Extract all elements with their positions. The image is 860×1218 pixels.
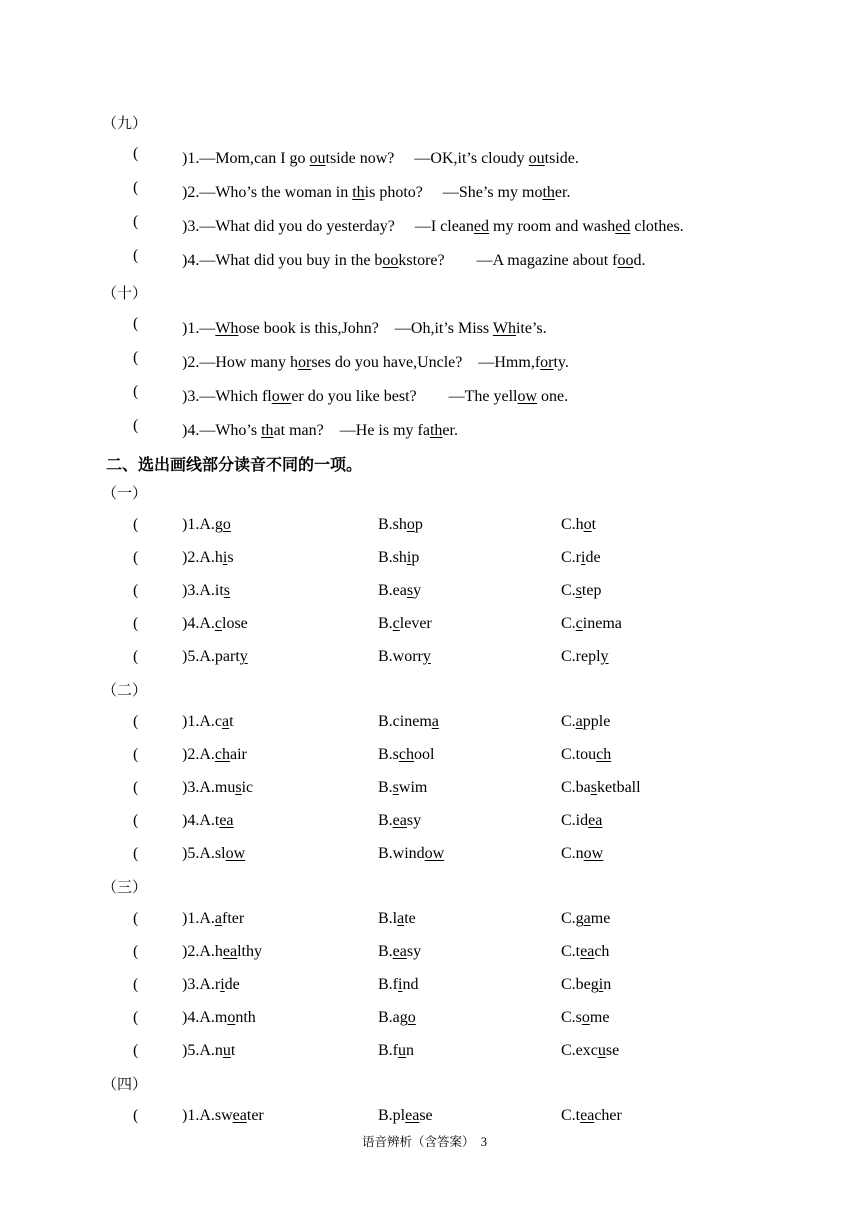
underlined-part: ow: [271, 388, 292, 405]
underlined-part: a: [431, 713, 439, 730]
option-text: C.t: [561, 943, 581, 960]
option-b: [378, 1009, 416, 1027]
underlined-part: i: [598, 976, 604, 993]
option-a: [182, 582, 230, 600]
option-text: C.ba: [561, 779, 591, 796]
option-text: )2.A.: [182, 746, 215, 763]
option-text: de: [224, 976, 240, 993]
option-text: tep: [581, 582, 602, 599]
answer-blank[interactable]: (: [133, 713, 139, 730]
question-text: my room and wash: [489, 218, 616, 235]
underlined-part: oo: [382, 252, 399, 269]
question-text: kstore? —A magazine about f: [398, 252, 618, 269]
option-b: [378, 845, 444, 863]
option-text: B.s: [378, 746, 399, 763]
question-text: clothes.: [630, 218, 684, 235]
option-text: )1.A.c: [182, 713, 222, 730]
option-text: lose: [222, 615, 248, 632]
underlined-part: ou: [309, 150, 326, 167]
option-a: [182, 648, 248, 666]
underlined-part: s: [590, 779, 598, 796]
question-text: )1.—: [182, 320, 216, 337]
option-c: [561, 615, 622, 633]
answer-blank[interactable]: (: [133, 315, 139, 332]
option-c: [561, 845, 603, 863]
question-text: tside.: [544, 150, 579, 167]
underlined-part: i: [222, 549, 228, 566]
option-text: me: [590, 910, 611, 927]
option-text: C.n: [561, 845, 584, 862]
answer-blank[interactable]: (: [133, 648, 139, 665]
option-text: y: [413, 582, 422, 599]
underlined-part: ea: [588, 812, 603, 829]
underlined-part: u: [597, 1042, 606, 1059]
underlined-part: ow: [583, 845, 604, 862]
underlined-part: i: [220, 976, 225, 993]
underlined-part: s: [223, 582, 231, 599]
underlined-part: ea: [580, 943, 595, 960]
option-text: pple: [582, 713, 611, 730]
option-c: [561, 976, 611, 994]
option-a: [182, 746, 247, 764]
option-c: [561, 713, 610, 731]
option-text: C.beg: [561, 976, 599, 993]
page-footer: 语音辨析（含答案） 3: [362, 1135, 488, 1149]
answer-blank[interactable]: (: [133, 349, 139, 366]
option-text: me: [589, 1009, 610, 1026]
underlined-part: a: [397, 910, 405, 927]
question-text: one.: [537, 388, 569, 405]
underlined-part: oo: [617, 252, 634, 269]
answer-blank[interactable]: (: [133, 213, 139, 230]
question-text: er.: [554, 184, 571, 201]
answer-blank[interactable]: (: [133, 582, 139, 599]
underlined-part: a: [214, 910, 222, 927]
option-text: t: [230, 1042, 236, 1059]
option-b: [378, 648, 431, 666]
option-c: [561, 1009, 609, 1027]
option-text: )3.A.r: [182, 976, 221, 993]
option-text: C.s: [561, 1009, 582, 1026]
underlined-part: ea: [232, 1107, 247, 1124]
option-b: [378, 1042, 414, 1060]
option-text: )1.A.sw: [182, 1107, 233, 1124]
option-text: B.worr: [378, 648, 423, 665]
option-text: cher: [594, 1107, 622, 1124]
option-a: [182, 549, 234, 567]
underlined-part: th: [352, 184, 365, 201]
underlined-part: ow: [225, 845, 246, 862]
answer-blank[interactable]: (: [133, 615, 139, 632]
part-title: 二、选出画线部分读音不同的一项。: [106, 455, 363, 474]
answer-blank[interactable]: (: [133, 179, 139, 196]
option-a: [182, 516, 231, 534]
option-c: [561, 648, 609, 666]
option-text: s: [227, 549, 234, 566]
option-c: [561, 812, 602, 830]
option-text: )2.A.h: [182, 943, 223, 960]
option-text: n: [406, 1042, 414, 1059]
underlined-part: ea: [392, 943, 407, 960]
underlined-part: Wh: [492, 320, 516, 337]
option-text: n: [603, 976, 612, 993]
underlined-part: i: [398, 976, 403, 993]
question-text: ose book is this,John? —Oh,it’s Miss: [238, 320, 493, 337]
option-b: [378, 615, 432, 633]
underlined-part: ea: [219, 812, 234, 829]
option-text: te: [404, 910, 416, 927]
option-c: [561, 943, 609, 961]
question-text: at man? —He is my fa: [273, 422, 430, 439]
underlined-part: Wh: [215, 320, 239, 337]
option-text: B.: [378, 812, 393, 829]
option-a: [182, 615, 248, 633]
option-text: lever: [399, 615, 432, 632]
option-text: B.: [378, 779, 393, 796]
underlined-part: u: [398, 1042, 406, 1059]
option-b: [378, 779, 427, 797]
option-b: [378, 746, 434, 764]
option-a: [182, 976, 240, 994]
answer-blank[interactable]: (: [133, 383, 139, 400]
option-a: [182, 845, 245, 863]
underlined-part: a: [221, 713, 230, 730]
option-b: [378, 516, 423, 534]
option-text: )5.A.sl: [182, 845, 226, 862]
group-heading: （二）: [102, 683, 148, 699]
underlined-part: or: [540, 354, 554, 371]
question-text: )3.—What did you do yesterday? —I clean: [182, 218, 474, 235]
question-line: [182, 179, 570, 202]
option-c: [561, 1107, 622, 1125]
option-text: C.id: [561, 812, 589, 829]
question-text: ty.: [553, 354, 569, 371]
option-a: [182, 1009, 256, 1027]
option-text: se: [605, 1042, 620, 1059]
option-a: [182, 1042, 235, 1060]
question-line: [182, 247, 645, 270]
option-text: air: [230, 746, 247, 763]
option-text: )4.A.t: [182, 812, 220, 829]
underlined-part: ch: [398, 746, 415, 763]
option-b: [378, 976, 418, 994]
underlined-part: y: [239, 648, 248, 665]
option-text: C.g: [561, 910, 584, 927]
option-b: [378, 910, 416, 928]
option-text: ch: [594, 943, 610, 960]
question-text: )4.—Who’s: [182, 422, 262, 439]
option-text: ter: [246, 1107, 264, 1124]
underlined-part: ow: [517, 388, 538, 405]
option-text: inema: [582, 615, 622, 632]
underlined-part: s: [406, 582, 414, 599]
option-text: )1.A.: [182, 910, 215, 927]
underlined-part: ea: [392, 812, 407, 829]
option-a: [182, 779, 253, 797]
underlined-part: ch: [214, 746, 230, 763]
option-text: sy: [406, 812, 422, 829]
option-text: fter: [222, 910, 245, 927]
question-text: tside now? —OK,it’s cloudy: [325, 150, 529, 167]
option-a: [182, 943, 262, 961]
option-text: wim: [398, 779, 428, 796]
option-text: ketball: [597, 779, 641, 796]
underlined-part: i: [406, 549, 412, 566]
underlined-part: o: [581, 1009, 590, 1026]
option-c: [561, 910, 610, 928]
group-heading: （四）: [102, 1077, 148, 1093]
option-c: [561, 582, 601, 600]
option-text: )5.A.part: [182, 648, 240, 665]
option-a: [182, 812, 234, 830]
option-text: B.ea: [378, 582, 407, 599]
option-text: B.cinem: [378, 713, 432, 730]
question-text: er do you like best? —The yell: [291, 388, 518, 405]
underlined-part: ea: [405, 1107, 420, 1124]
question-text: )4.—What did you buy in the b: [182, 252, 383, 269]
option-text: sy: [406, 943, 422, 960]
question-line: [182, 417, 458, 440]
answer-blank[interactable]: (: [133, 746, 139, 763]
option-text: ool: [414, 746, 435, 763]
underlined-part: c: [392, 615, 400, 632]
option-text: t: [591, 516, 597, 533]
underlined-part: u: [222, 1042, 231, 1059]
question-text: er.: [442, 422, 458, 439]
underlined-part: th: [261, 422, 274, 439]
section-heading: （九）: [102, 116, 148, 132]
option-text: B.: [378, 615, 393, 632]
option-text: B.pl: [378, 1107, 406, 1124]
option-text: ic: [241, 779, 254, 796]
underlined-part: ch: [596, 746, 612, 763]
group-heading: （三）: [102, 880, 148, 896]
option-text: B.f: [378, 976, 398, 993]
answer-blank[interactable]: (: [133, 910, 139, 927]
underlined-part: y: [600, 648, 609, 665]
option-text: C.: [561, 713, 576, 730]
question-line: [182, 315, 547, 338]
question-text: )2.—Who’s the woman in: [182, 184, 353, 201]
answer-blank[interactable]: (: [133, 943, 139, 960]
answer-blank[interactable]: (: [133, 247, 139, 264]
option-text: nd: [402, 976, 419, 993]
underlined-part: c: [214, 615, 222, 632]
question-text: d.: [633, 252, 646, 269]
option-text: p: [414, 516, 423, 533]
underlined-part: y: [422, 648, 431, 665]
option-b: [378, 1107, 433, 1125]
group-heading: （一）: [102, 486, 148, 502]
option-b: [378, 812, 421, 830]
underlined-part: ea: [580, 1107, 595, 1124]
option-text: C.t: [561, 1107, 581, 1124]
answer-blank[interactable]: (: [133, 1107, 139, 1124]
question-text: )2.—How many h: [182, 354, 298, 371]
option-text: C.: [561, 615, 576, 632]
option-text: B.l: [378, 910, 398, 927]
question-line: [182, 383, 568, 406]
underlined-part: a: [575, 713, 583, 730]
option-c: [561, 779, 641, 797]
option-b: [378, 582, 421, 600]
option-b: [378, 713, 439, 731]
underlined-part: ow: [424, 845, 445, 862]
option-text: C.exc: [561, 1042, 598, 1059]
underlined-part: ed: [473, 218, 490, 235]
option-b: [378, 943, 421, 961]
question-text: )1.—Mom,can I go: [182, 150, 310, 167]
option-text: B.: [378, 943, 393, 960]
answer-blank[interactable]: (: [133, 779, 139, 796]
option-text: nth: [235, 1009, 256, 1026]
underlined-part: c: [575, 615, 583, 632]
underlined-part: s: [235, 779, 242, 796]
underlined-part: ed: [615, 218, 631, 235]
option-b: [378, 549, 419, 567]
question-text: ses do you have,Uncle? —Hmm,f: [311, 354, 541, 371]
underlined-part: th: [429, 422, 443, 439]
underlined-part: i: [581, 549, 586, 566]
underlined-part: ou: [528, 150, 545, 167]
answer-blank[interactable]: (: [133, 845, 139, 862]
question-line: [182, 145, 579, 168]
answer-blank[interactable]: (: [133, 1009, 139, 1026]
option-text: C.r: [561, 549, 581, 566]
underlined-part: s: [575, 582, 582, 599]
option-text: )4.A.m: [182, 1009, 228, 1026]
underlined-part: o: [583, 516, 592, 533]
option-text: )2.A.h: [182, 549, 223, 566]
answer-blank[interactable]: (: [133, 145, 139, 162]
option-text: C.repl: [561, 648, 601, 665]
option-text: )1.A.g: [182, 516, 223, 533]
option-a: [182, 1107, 264, 1125]
question-line: [182, 213, 684, 236]
underlined-part: o: [222, 516, 231, 533]
option-text: B.f: [378, 1042, 398, 1059]
question-text: )3.—Which fl: [182, 388, 272, 405]
option-text: lthy: [237, 943, 262, 960]
option-a: [182, 713, 234, 731]
option-text: B.wind: [378, 845, 425, 862]
answer-blank[interactable]: (: [133, 812, 139, 829]
underlined-part: th: [542, 184, 555, 201]
option-text: )3.A.mu: [182, 779, 236, 796]
answer-blank[interactable]: (: [133, 976, 139, 993]
option-text: )5.A.n: [182, 1042, 223, 1059]
option-text: p: [411, 549, 420, 566]
underlined-part: o: [227, 1009, 236, 1026]
option-c: [561, 746, 611, 764]
underlined-part: ea: [222, 943, 238, 960]
answer-blank[interactable]: (: [133, 1042, 139, 1059]
option-text: )4.A.: [182, 615, 215, 632]
option-text: de: [585, 549, 601, 566]
option-a: [182, 910, 244, 928]
option-text: )3.A.it: [182, 582, 224, 599]
option-text: B.sh: [378, 516, 407, 533]
answer-blank[interactable]: (: [133, 549, 139, 566]
option-c: [561, 549, 601, 567]
underlined-part: o: [406, 516, 415, 533]
section-heading: （十）: [102, 286, 148, 302]
underlined-part: s: [392, 779, 399, 796]
underlined-part: or: [297, 354, 312, 371]
option-text: t: [229, 713, 234, 730]
question-text: ite’s.: [515, 320, 547, 337]
option-c: [561, 516, 596, 534]
option-text: B.sh: [378, 549, 407, 566]
option-c: [561, 1042, 619, 1060]
option-text: C.h: [561, 516, 584, 533]
option-text: B.ag: [378, 1009, 408, 1026]
underlined-part: a: [583, 910, 591, 927]
option-text: C.: [561, 582, 576, 599]
option-text: se: [419, 1107, 433, 1124]
question-line: [182, 349, 569, 372]
question-text: is photo? —She’s my mo: [364, 184, 543, 201]
underlined-part: o: [407, 1009, 416, 1026]
option-text: C.tou: [561, 746, 597, 763]
answer-blank[interactable]: (: [133, 417, 139, 434]
answer-blank[interactable]: (: [133, 516, 139, 533]
